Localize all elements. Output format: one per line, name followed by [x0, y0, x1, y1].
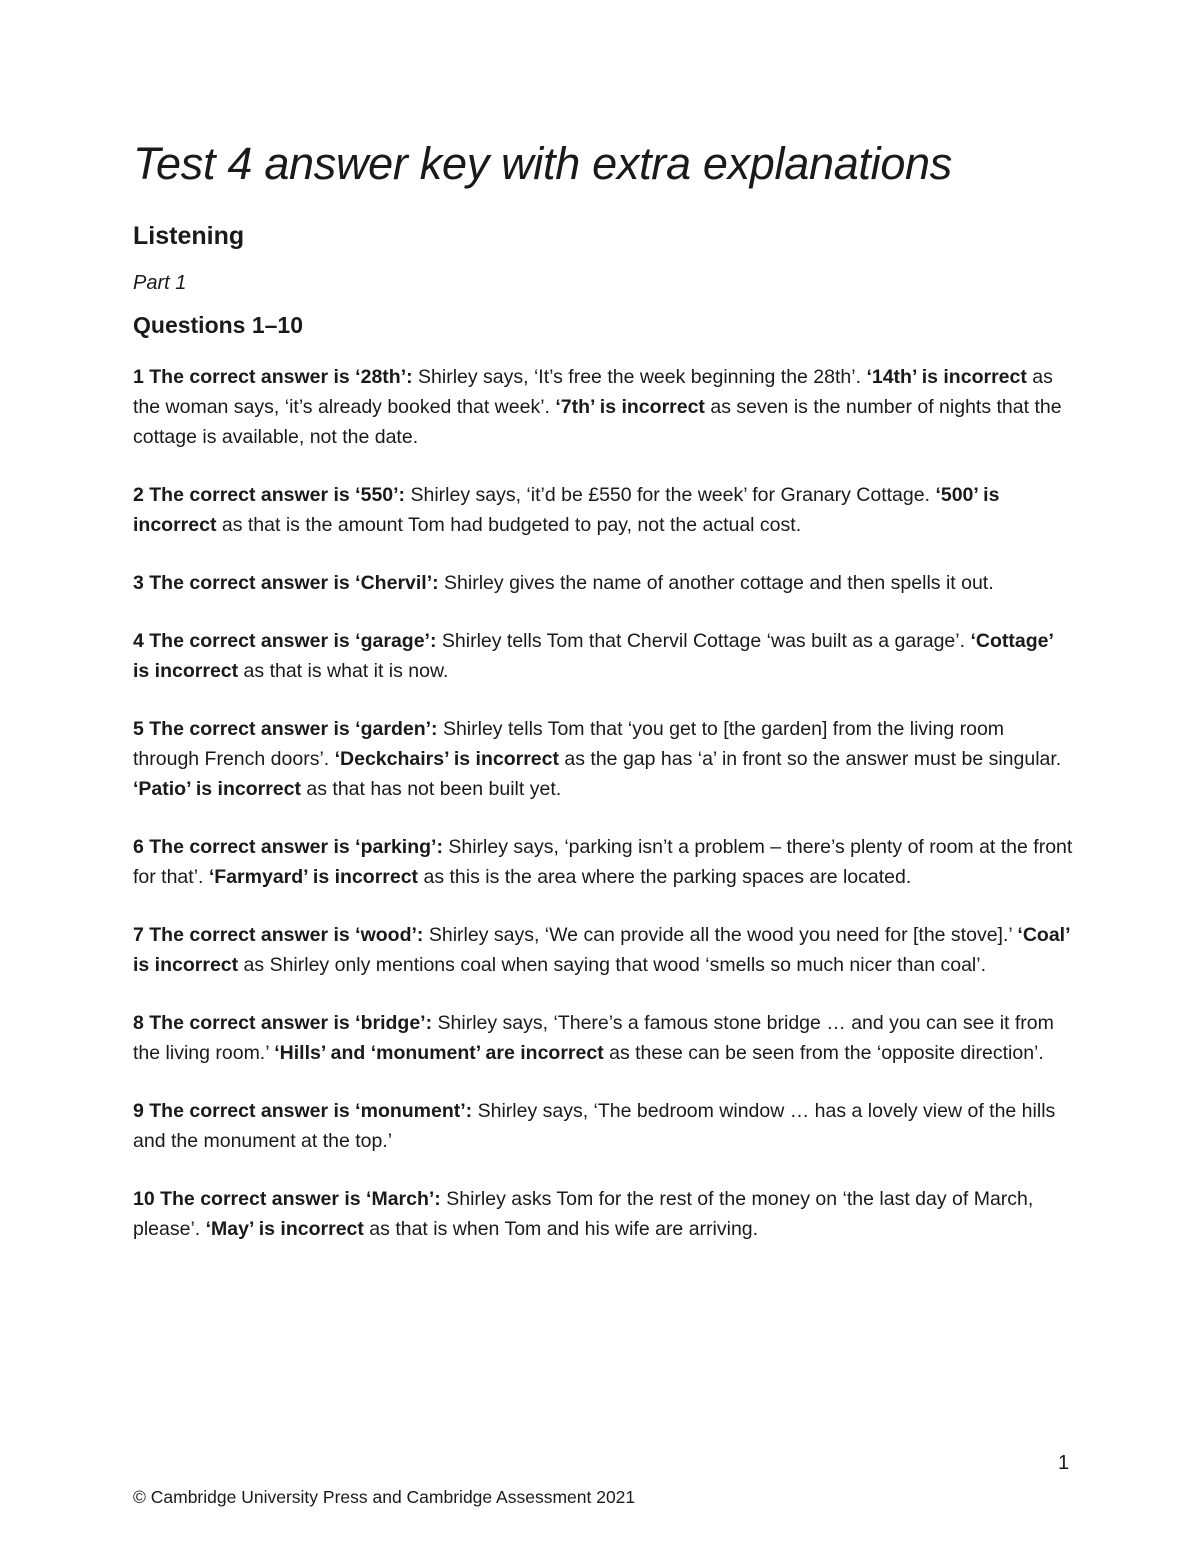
answer-explanation-text: as that is the amount Tom had budgeted to pay, not the actual cost.: [216, 514, 802, 536]
answer-lead: 8 The correct answer is ‘bridge’:: [133, 1012, 433, 1034]
answer-explanation-text: Shirley says, ‘The bedroom window … has a lovely view of the hills and the monument at the top.’: [133, 1100, 1056, 1152]
answer-explanation-text: Shirley asks Tom for the rest of the money on ‘the last day of March, please’.: [133, 1188, 1034, 1240]
answer-item: [133, 714, 1073, 804]
answer-lead: 7 The correct answer is ‘wood’:: [133, 924, 424, 946]
answer-explanation-text: as that is what it is now.: [238, 660, 449, 682]
incorrect-option-note: ‘7th’ is incorrect: [555, 396, 705, 418]
answer-lead: 1 The correct answer is ‘28th’:: [133, 366, 413, 388]
questions-heading: Questions 1–10: [133, 312, 304, 338]
page-number: 1: [1058, 1452, 1070, 1474]
answer-explanation-text: Shirley says, ‘It’s free the week beginning the 28th’.: [412, 366, 867, 388]
answer-lead: 5 The correct answer is ‘garden’:: [133, 718, 438, 740]
answer-explanation-text: as that has not been built yet.: [300, 778, 562, 800]
incorrect-option-note: ‘500’ is incorrect: [133, 484, 1000, 536]
copyright-footer: © Cambridge University Press and Cambridge Assessment 2021: [133, 1487, 636, 1507]
incorrect-option-note: ‘Patio’ is incorrect: [133, 778, 301, 800]
answer-lead: 9 The correct answer is ‘monument’:: [133, 1100, 473, 1122]
answer-explanation-text: as seven is the number of nights that the cottage is available, not the date.: [133, 396, 1062, 448]
answer-explanation-text: Shirley tells Tom that Chervil Cottage ‘was built as a garage’.: [436, 630, 971, 652]
answer-explanation-text: as that is when Tom and his wife are arriving.: [363, 1218, 759, 1240]
answer-item: [133, 832, 1073, 892]
answer-explanation-text: as this is the area where the parking spaces are located.: [418, 866, 912, 888]
answer-explanation-text: Shirley gives the name of another cottage and then spells it out.: [438, 572, 994, 594]
answer-explanation-text: Shirley says, ‘We can provide all the wood you need for [the stove].’: [423, 924, 1018, 946]
answer-explanation-text: Shirley says, ‘There’s a famous stone bridge … and you can see it from the living room.’: [133, 1012, 1054, 1064]
answer-item: [133, 568, 1073, 598]
incorrect-option-note: ‘Hills’ and ‘monument’ are incorrect: [274, 1042, 604, 1064]
answer-lead: 4 The correct answer is ‘garage’:: [133, 630, 437, 652]
incorrect-option-note: ‘Farmyard’ is incorrect: [208, 866, 419, 888]
answer-explanation-text: as Shirley only mentions coal when saying that wood ‘smells so much nicer than coal’.: [238, 954, 987, 976]
answer-explanation-text: Shirley says, ‘parking isn’t a problem – there’s plenty of room at the front for that’.: [133, 836, 1073, 888]
incorrect-option-note: ‘May’ is incorrect: [205, 1218, 364, 1240]
answer-list: [133, 362, 1073, 1272]
answer-item: [133, 626, 1073, 686]
incorrect-option-note: ‘Deckchairs’ is incorrect: [334, 748, 559, 770]
answer-explanation-text: as the gap has ‘a’ in front so the answer must be singular.: [558, 748, 1062, 770]
section-heading: Listening: [133, 222, 245, 250]
document-title: Test 4 answer key with extra explanations: [133, 138, 952, 189]
answer-lead: 6 The correct answer is ‘parking’:: [133, 836, 443, 858]
incorrect-option-note: ‘Cottage’ is incorrect: [133, 630, 1053, 682]
answer-item: [133, 1184, 1073, 1244]
answer-lead: 10 The correct answer is ‘March’:: [133, 1188, 441, 1210]
answer-lead: 3 The correct answer is ‘Chervil’:: [133, 572, 439, 594]
answer-lead: 2 The correct answer is ‘550’:: [133, 484, 406, 506]
answer-explanation-text: Shirley tells Tom that ‘you get to [the garden] from the living room through French doors’.: [133, 718, 1005, 770]
incorrect-option-note: ‘14th’ is incorrect: [866, 366, 1027, 388]
answer-item: [133, 1096, 1073, 1156]
answer-item: [133, 920, 1073, 980]
answer-explanation-text: as the woman says, ‘it’s already booked that week’.: [133, 366, 1053, 418]
answer-explanation-text: Shirley says, ‘it’d be £550 for the week’ for Granary Cottage.: [405, 484, 936, 506]
incorrect-option-note: ‘Coal’ is incorrect: [133, 924, 1070, 976]
answer-item: [133, 362, 1073, 452]
answer-explanation-text: as these can be seen from the ‘opposite direction’.: [603, 1042, 1044, 1064]
answer-item: [133, 480, 1073, 540]
answer-item: [133, 1008, 1073, 1068]
part-label: Part 1: [133, 272, 187, 294]
